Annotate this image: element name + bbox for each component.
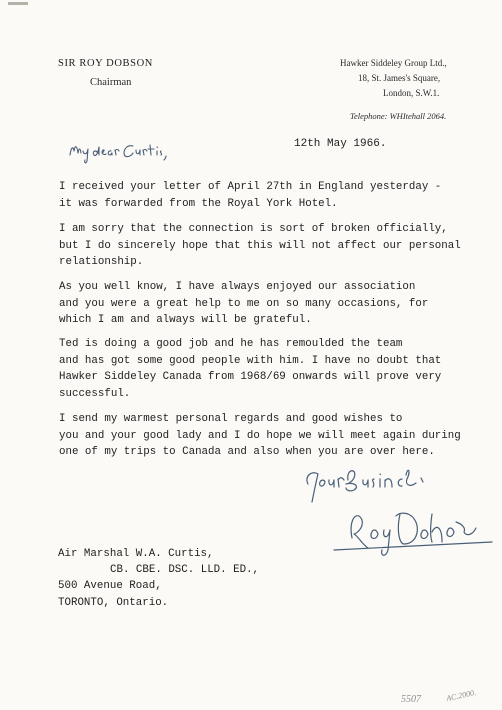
body-line: I received your letter of April 27th in England yesterday -: [59, 181, 442, 193]
body-line: and you were a great help to me on so many occasions, for: [59, 297, 429, 310]
company-street: 18, St. James's Square,: [358, 73, 441, 83]
company-city: London, S.W.1.: [383, 88, 440, 98]
sender-role: Chairman: [90, 77, 132, 88]
recipient-address: [58, 546, 259, 611]
telephone-value: WHItehall 2064.: [389, 111, 447, 121]
body-paragraph-3: [59, 279, 479, 329]
greeting-script: [68, 138, 178, 164]
body-line: As you well know, I have always enjoyed our association: [59, 281, 416, 293]
sender-name: SIR ROY DOBSON: [58, 58, 153, 69]
body-line: Ted is doing a good job and he has remoulded the team: [59, 338, 403, 350]
body-line: you and your good lady and I do hope we will meet again during: [59, 429, 461, 442]
body-paragraph-2: [59, 221, 479, 271]
body-line: it was forwarded from the Royal York Hotel.: [59, 197, 338, 210]
company-name: Hawker Siddeley Group Ltd.,: [340, 58, 447, 68]
body-line: one of my trips to Canada and also when you are over here.: [59, 446, 435, 458]
letter-date: 12th May 1966.: [294, 138, 387, 150]
recipient-honours: CB. CBE. DSC. LLD. ED.,: [110, 564, 260, 577]
body-line: and has got some good people with him. I have no doubt that: [59, 354, 442, 367]
company-telephone: [350, 111, 446, 121]
body-line: I send my warmest personal regards and good wishes to: [59, 413, 403, 425]
recipient-name: Air Marshal W.A. Curtis,: [58, 548, 214, 560]
telephone-label: Telephone:: [350, 111, 388, 121]
handwritten-greeting: [68, 138, 178, 169]
page-edge-mark: [8, 2, 28, 5]
body-line: I am sorry that the connection is sort of broken officially,: [59, 223, 448, 235]
archive-reference: AC.2000.: [445, 687, 477, 704]
body-paragraph-4: [59, 336, 479, 402]
body-line: relationship.: [59, 256, 144, 268]
body-line: Hawker Siddeley Canada from 1968/69 onwards will prove very: [59, 371, 442, 383]
handwritten-signature: [296, 462, 496, 563]
body-line: but I do sincerely hope that this will not affect our personal: [59, 239, 461, 252]
recipient-city: TORONTO, Ontario.: [58, 596, 169, 609]
body-paragraph-1: [59, 179, 479, 212]
signature-script: [296, 462, 496, 558]
recipient-street: 500 Avenue Road,: [58, 580, 162, 593]
archive-number: 5507: [401, 694, 421, 705]
body-line: which I am and always will be grateful.: [59, 314, 312, 326]
body-paragraph-5: [59, 411, 479, 461]
body-line: successful.: [59, 387, 131, 400]
